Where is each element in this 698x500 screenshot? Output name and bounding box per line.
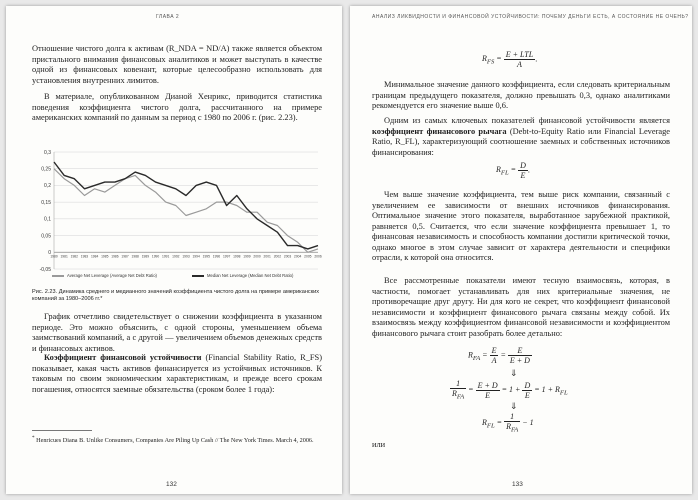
footnote-text: Henricues Diana B. Unlike Consumers, Companies Are Piling Up Cash // The New York Times. March 4, 2006. <box>36 437 314 445</box>
x-tick-label: 1993 <box>182 254 190 259</box>
formula-derivation-2: $\frac{1}{R_{FA}}$ = $\frac{E + D}{E}$ = 1 + $\frac{D}{E}$ = $1 + R_{FL}$ <box>452 379 568 401</box>
leverage-intro-rest: (Debt-to-Equity Ratio или Financial Leverage Ratio, R_FL), характеризующий соотношение заемных и собственных источников финансирования: <box>372 126 670 157</box>
net-debt-chart <box>34 148 324 273</box>
x-tick-label: 1982 <box>70 254 78 259</box>
y-tick-label: -0,05 <box>39 266 51 273</box>
y-tick-label: 0,3 <box>44 149 51 156</box>
x-tick-label: 2000 <box>253 254 261 259</box>
y-tick-label: 0,25 <box>41 166 51 173</box>
leverage-intro-start: Одним из самых ключевых показателей финансовой устойчивости является <box>384 116 670 125</box>
word-or: или <box>372 440 386 449</box>
x-tick-label: 1995 <box>202 254 210 259</box>
x-tick-label: 1999 <box>243 254 251 259</box>
running-header-right: АНАЛИЗ ЛИКВИДНОСТИ И ФИНАНСОВОЙ УСТОЙЧИВОСТИ: ПОЧЕМУ ДЕНЬГИ ЕСТЬ, А СОСТОЯНИЕ НЕ ОЧЕНЬ? <box>372 14 689 20</box>
x-tick-label: 1996 <box>212 254 221 259</box>
formula-fs-lhs: $R_{FS}$ = <box>482 54 504 66</box>
x-tick-label: 1998 <box>233 254 241 259</box>
footnote: * Henricues Diana B. Unlike Consumers, Companies Are Piling Up Cash // The New York Times. March 4, 2006. <box>32 435 314 445</box>
left-page <box>6 6 342 494</box>
formula-fl-fraction: $\frac{D}{E}$ <box>520 161 526 180</box>
paragraph-henriques-study: В материале, опубликованном Дианой Хенрикс, приводится статистика поведения коэффициента чистого долга, рассчитанного на примере американских компаний по данным за период с 1980 по 2006 г. (рис. 2.23). <box>32 92 322 122</box>
x-tick-label: 1981 <box>60 254 68 259</box>
legend-average <box>52 273 157 278</box>
x-tick-label: 1991 <box>162 254 170 259</box>
down-arrow-icon: ⇓ <box>510 368 518 378</box>
x-tick-label: 1992 <box>172 254 180 259</box>
formula-financial-leverage: $R_{FL}$ = $\frac{D}{E}$ . <box>496 161 530 180</box>
x-tick-label: 1988 <box>131 254 139 259</box>
formula-fs-fraction: $\frac{\text{E + LTL}}{A}$ <box>505 50 534 69</box>
legend-label-average: Average Net Leverage (Average Net Debt Ratio) <box>67 273 157 278</box>
y-tick-label: 0,05 <box>41 233 51 240</box>
y-tick-label: 0 <box>48 250 51 257</box>
x-tick-label: 1983 <box>80 254 89 259</box>
paragraph-min-value: Минимальное значение данного коэффициента, если следовать критериальным границам предыдущего показателя, должно превышать 0,3, однако аналитиками рекомендуется его значение выше 0,6. <box>372 80 670 110</box>
x-tick-label: 1990 <box>151 254 160 259</box>
footnote-divider <box>32 430 92 431</box>
formula-financial-stability: $R_{FS}$ = $\frac{\text{E + LTL}}{A}$ . <box>482 50 538 69</box>
x-tick-label: 2006 <box>314 254 322 259</box>
paragraph-leverage-risk: Чем выше значение коэффициента, тем выше риск компании, связанный с увеличением ее зависимости от внешних источников финансирования. Оптимальное значение этого показателя, выработанное зарубежной практикой, равняется 0,5. Считается, что если значение коэффициента превышает 1, то финансовая независимость и способность компании достигли критической точки, однако многое в этом случае зависит от характера деятельности и специфики отрасли, к которой она относится. <box>372 190 670 262</box>
stability-ratio-text: (Financial Stability Ratio, R_FS) показывает, какая часть активов финансируется из устойчивых источников. К таковым по своим экономическим характеристикам, и прежде всего срокам погашения, относятся заемные обязательства (сроком более 1 года): <box>32 353 322 394</box>
formula-fl-lhs: $R_{FL}$ = <box>496 165 519 177</box>
x-tick-label: 1984 <box>90 254 99 259</box>
series-line-median <box>54 162 318 249</box>
x-tick-label: 1986 <box>111 254 119 259</box>
paragraph-ratio-relationship: Все рассмотренные показатели имеют тесную взаимосвязь, которая, в частности, помогает устанавливать для них критериальные значения, не противоречащие друг другу. Ни для кого не секрет, что коэффициент финансовой независимости и коэффициент финансового рычага связаны между собой. Их взаимосвязь между коэффициентом финансовой независимости и коэффициентом финансового рычага стоит разобрать более детально: <box>372 276 670 338</box>
y-tick-label: 0,2 <box>44 183 51 190</box>
x-tick-label: 1987 <box>121 254 129 259</box>
paragraph-leverage-intro <box>372 116 670 158</box>
x-tick-label: 2002 <box>273 254 282 259</box>
paragraph-stability-ratio <box>32 353 322 395</box>
x-tick-label: 1989 <box>141 254 150 259</box>
legend-label-median: Median Net Leverage (Median Net Debt Ratio) <box>207 273 294 278</box>
x-tick-label: 2005 <box>304 254 312 259</box>
legend-swatch-average <box>52 275 64 277</box>
series-line-average <box>54 169 318 253</box>
paragraph-chart-interpretation: График отчетливо свидетельствует о снижении коэффициента в указанном периоде. Это можно объяснить, с одной стороны, уменьшением объема заимствований компаний, а с другой — увеличением объемов денежных средств и финансовых активов. <box>32 312 322 353</box>
page-number-right: 133 <box>512 481 523 488</box>
paragraph-net-debt-intro: Отношение чистого долга к активам (R_NDA = ND/A) также является объектом пристального внимания финансовых аналитиков и может выступать в качестве одной из финансовых ковенант, которые целесообразно использовать для установления внутренних лимитов. <box>32 44 322 85</box>
x-tick-label: 2003 <box>283 254 292 259</box>
y-tick-label: 0,1 <box>44 216 51 223</box>
legend-median <box>192 273 293 278</box>
y-tick-label: 0,15 <box>41 199 51 206</box>
legend-swatch-median <box>192 275 204 277</box>
x-tick-label: 1980 <box>50 254 58 259</box>
x-tick-label: 1994 <box>192 254 200 259</box>
right-page <box>350 6 692 494</box>
formula-derivation-1: $R_{FA}$ = $\frac{E}{A}$ = $\frac{E}{E + D}$ <box>468 346 530 365</box>
x-tick-label: 1985 <box>101 254 109 259</box>
term-financial-leverage: коэффициент финансового рычага <box>372 126 507 136</box>
x-tick-label: 1997 <box>222 254 231 259</box>
term-stability-ratio: Коэффициент финансовой устойчивости <box>44 353 202 362</box>
running-header-left: ГЛАВА 2 <box>156 14 180 20</box>
x-tick-label: 2004 <box>294 254 302 259</box>
page-number-left: 132 <box>166 481 177 488</box>
x-tick-label: 2001 <box>263 254 271 259</box>
down-arrow-icon: ⇓ <box>510 401 518 411</box>
formula-derivation-3: $R_{FL}$ = $\frac{1}{R_{FA}}$ − 1 <box>482 412 534 434</box>
figure-caption: Рис. 2.23. Динамика среднего и медианного значений коэффициента чистого долга на примере американских компаний за 1980–2006 гг.* <box>32 289 320 302</box>
